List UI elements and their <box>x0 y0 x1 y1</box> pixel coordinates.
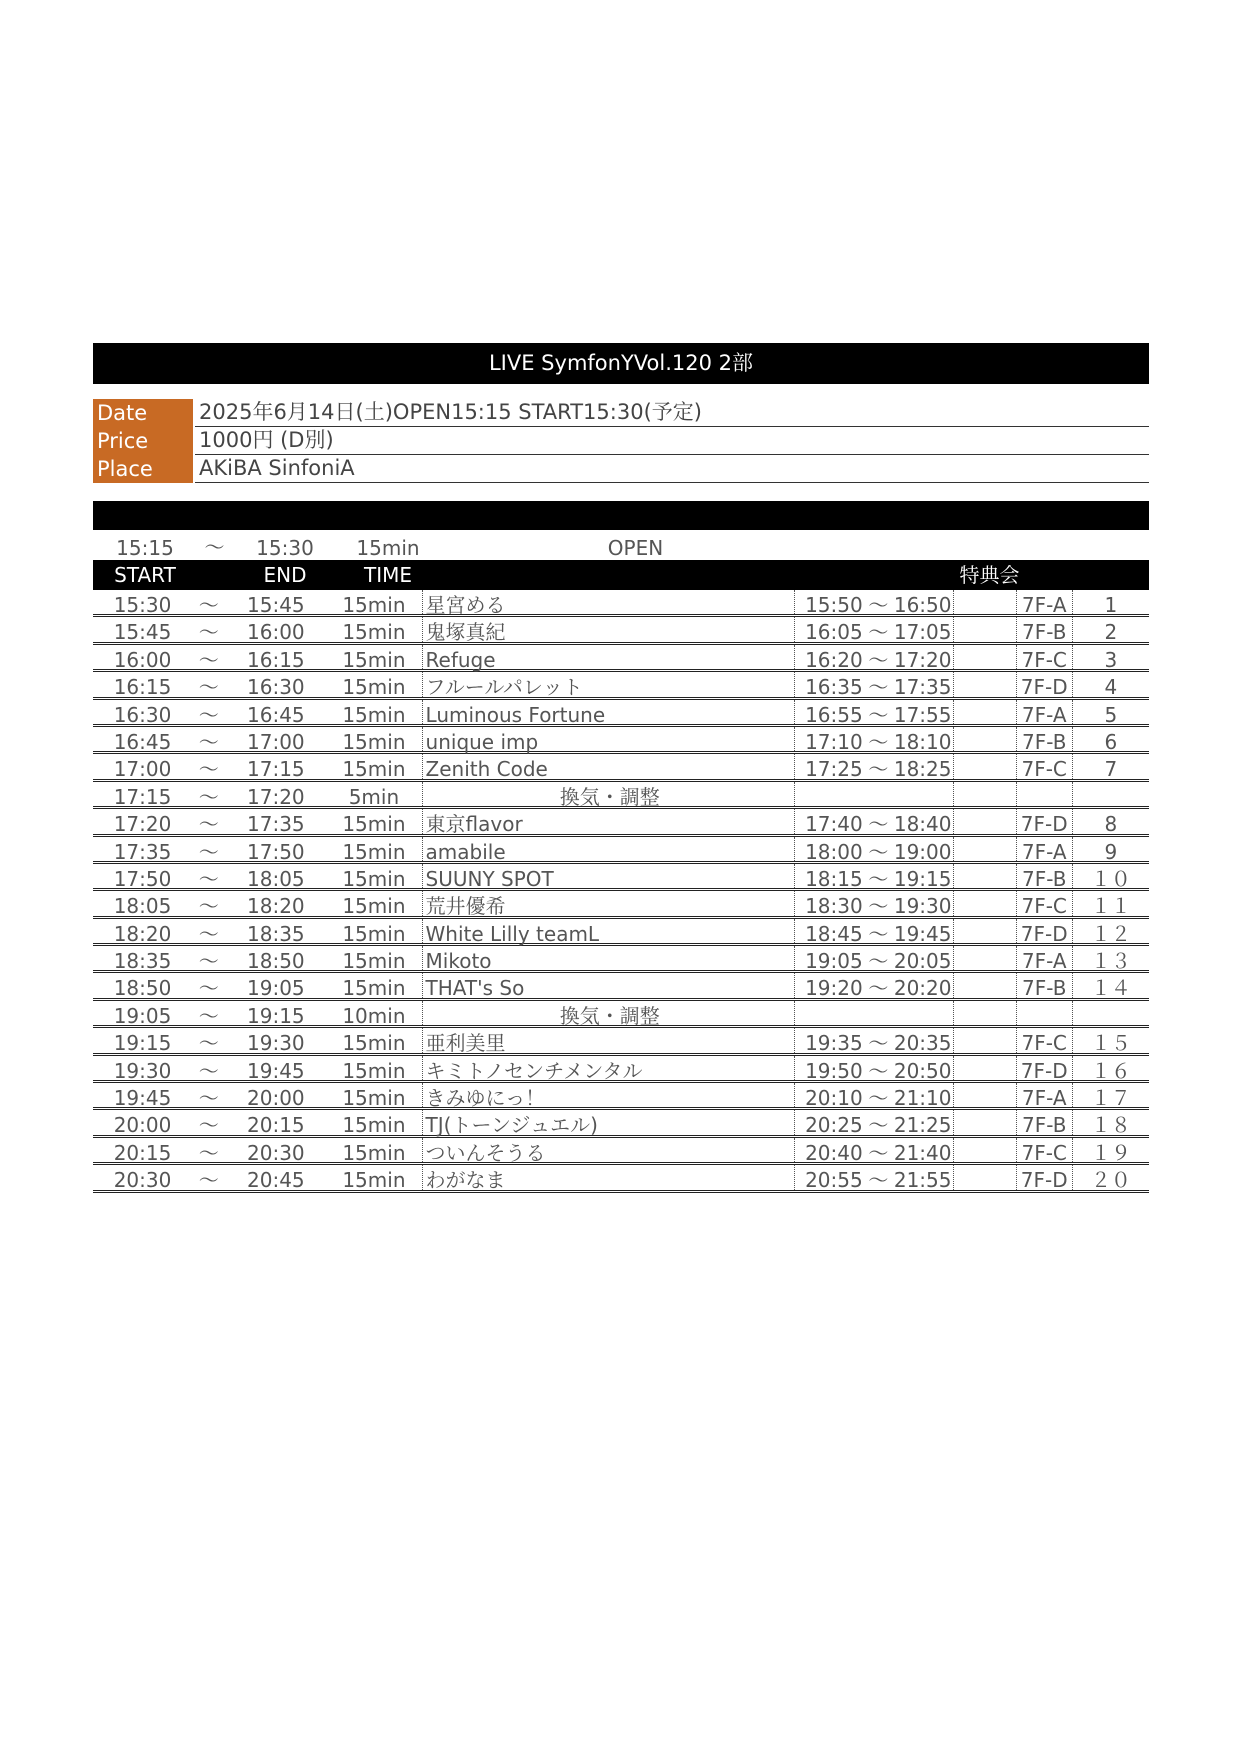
bonus-booth: 7F-C <box>1017 754 1073 778</box>
row-time: 15min <box>342 976 406 1001</box>
bonus-spacer <box>954 617 1017 641</box>
row-performer: 換気・調整 <box>422 782 796 806</box>
row-tilde: 〜 <box>198 921 219 946</box>
row-performer: きみゆにっ！ <box>422 1083 796 1107</box>
bonus-start: 20:25 <box>805 1113 863 1138</box>
bonus-start: 18:30 <box>805 894 863 919</box>
bonus-tilde: 〜 <box>868 647 889 672</box>
row-time: 15min <box>342 1031 406 1056</box>
bonus-tilde: 〜 <box>868 976 889 1001</box>
bonus-end: 21:25 <box>893 1110 954 1134</box>
row-end: 16:45 <box>247 702 305 727</box>
row-performer: Luminous Fortune <box>422 700 796 724</box>
row-end: 20:00 <box>247 1086 305 1111</box>
table-row <box>93 1110 1149 1137</box>
row-time: 15min <box>342 921 406 946</box>
row-number: 5 <box>1104 702 1118 727</box>
bonus-end: 19:15 <box>893 864 954 888</box>
table-row <box>93 809 1149 836</box>
bonus-booth: 7F-B <box>1017 727 1073 751</box>
header-bonus: 特典会 <box>959 563 1020 587</box>
row-tilde: 〜 <box>198 1003 219 1028</box>
info-value: AKiBA SinfoniA <box>195 455 1149 483</box>
bonus-booth: 7F-C <box>1017 1028 1073 1052</box>
bonus-tilde: 〜 <box>868 921 889 946</box>
bonus-spacer <box>954 700 1017 724</box>
row-tilde: 〜 <box>198 675 219 700</box>
row-end: 18:05 <box>247 866 305 891</box>
row-start: 15:30 <box>113 593 172 617</box>
bonus-end: 20:35 <box>893 1028 954 1052</box>
bonus-booth: 7F-B <box>1017 1110 1073 1134</box>
row-start: 18:50 <box>113 976 172 1001</box>
info-label: Place <box>93 455 193 483</box>
row-time: 15min <box>342 620 406 645</box>
row-number: 6 <box>1104 729 1118 754</box>
row-tilde: 〜 <box>198 1031 219 1056</box>
open-start: 15:15 <box>116 536 174 560</box>
row-tilde: 〜 <box>198 1058 219 1083</box>
bonus-booth: 7F-A <box>1017 700 1073 724</box>
table-row <box>93 1028 1149 1055</box>
row-end: 17:50 <box>247 839 305 864</box>
bonus-booth: 7F-A <box>1017 590 1073 614</box>
event-title: LIVE SymfonYVol.120 2部 <box>93 343 1149 384</box>
row-time: 15min <box>342 894 406 919</box>
row-performer: amabile <box>422 837 796 861</box>
bonus-start: 16:35 <box>805 675 863 700</box>
bonus-start: 16:20 <box>805 647 863 672</box>
row-number: １６ <box>1090 1058 1131 1083</box>
row-end: 17:00 <box>247 729 305 754</box>
bonus-tilde: 〜 <box>868 1113 889 1138</box>
bonus-tilde: 〜 <box>868 812 889 837</box>
row-end: 20:30 <box>247 1140 305 1165</box>
row-time: 15min <box>342 1058 406 1083</box>
bonus-spacer <box>954 891 1017 915</box>
row-performer: unique imp <box>422 727 796 751</box>
info-row-place <box>93 455 1149 483</box>
bonus-start: 20:10 <box>805 1086 863 1111</box>
bonus-end <box>893 1001 954 1025</box>
header-start: START <box>114 563 176 587</box>
table-row <box>93 672 1149 699</box>
row-time: 15min <box>342 702 406 727</box>
row-end: 19:05 <box>247 976 305 1001</box>
bonus-spacer <box>954 1165 1017 1189</box>
table-row <box>93 700 1149 727</box>
bonus-tilde: 〜 <box>868 1168 889 1193</box>
bonus-end: 17:55 <box>893 700 954 724</box>
row-end: 16:15 <box>247 647 305 672</box>
row-end: 15:45 <box>247 593 305 617</box>
row-number: １１ <box>1090 894 1131 919</box>
bonus-tilde: 〜 <box>868 593 889 617</box>
bonus-end: 20:20 <box>893 973 954 997</box>
bonus-end: 19:00 <box>893 837 954 861</box>
row-start: 17:00 <box>113 757 172 782</box>
row-number: １２ <box>1090 921 1131 946</box>
row-number: 3 <box>1104 647 1118 672</box>
row-end: 17:20 <box>247 784 305 809</box>
row-time: 15min <box>342 729 406 754</box>
row-time: 15min <box>342 866 406 891</box>
bonus-tilde <box>864 782 893 806</box>
bonus-booth: 7F-B <box>1017 864 1073 888</box>
row-number: 4 <box>1104 675 1118 700</box>
table-row <box>93 1138 1149 1165</box>
row-number: ２０ <box>1090 1168 1131 1193</box>
bonus-spacer <box>954 1138 1017 1162</box>
bonus-start: 19:35 <box>805 1031 863 1056</box>
row-number: １７ <box>1090 1086 1131 1111</box>
row-end: 20:45 <box>247 1168 305 1193</box>
bonus-spacer <box>954 672 1017 696</box>
bonus-end <box>893 782 954 806</box>
bonus-booth: 7F-D <box>1017 672 1073 696</box>
bonus-tilde: 〜 <box>868 757 889 782</box>
row-end: 20:15 <box>247 1113 305 1138</box>
row-tilde: 〜 <box>198 894 219 919</box>
bonus-booth: 7F-C <box>1017 645 1073 669</box>
bonus-spacer <box>954 1110 1017 1134</box>
bonus-end: 16:50 <box>893 590 954 614</box>
row-start: 17:20 <box>113 812 172 837</box>
row-time: 15min <box>342 675 406 700</box>
bonus-spacer <box>954 754 1017 778</box>
event-info <box>93 399 1149 483</box>
bonus-end: 19:30 <box>893 891 954 915</box>
bonus-start: 17:10 <box>805 729 863 754</box>
bonus-booth: 7F-D <box>1017 1056 1073 1080</box>
row-time: 5min <box>348 784 400 809</box>
bonus-spacer <box>954 590 1017 614</box>
open-time: 15min <box>356 536 420 560</box>
open-row <box>93 530 1149 560</box>
row-end: 18:20 <box>247 894 305 919</box>
row-start: 19:30 <box>113 1058 172 1083</box>
bonus-end: 18:10 <box>893 727 954 751</box>
row-tilde: 〜 <box>198 949 219 974</box>
row-performer: White Lilly teamL <box>422 919 796 943</box>
row-number: １０ <box>1090 866 1131 891</box>
row-performer: THAT's So <box>422 973 796 997</box>
row-tilde: 〜 <box>198 729 219 754</box>
row-performer: SUUNY SPOT <box>422 864 796 888</box>
row-end: 17:15 <box>247 757 305 782</box>
bonus-booth: 7F-A <box>1017 946 1073 970</box>
bonus-tilde: 〜 <box>868 675 889 700</box>
bonus-spacer <box>954 1028 1017 1052</box>
row-number: 9 <box>1104 839 1118 864</box>
bonus-tilde: 〜 <box>868 839 889 864</box>
row-number: 2 <box>1104 620 1118 645</box>
row-start: 19:05 <box>113 1003 172 1028</box>
bonus-tilde: 〜 <box>868 894 889 919</box>
row-tilde: 〜 <box>198 620 219 645</box>
bonus-tilde: 〜 <box>868 1031 889 1056</box>
row-tilde: 〜 <box>198 1113 219 1138</box>
table-row <box>93 754 1149 781</box>
bonus-booth: 7F-D <box>1017 1165 1073 1189</box>
row-start: 20:30 <box>113 1168 172 1193</box>
row-number <box>1073 1001 1149 1025</box>
row-tilde: 〜 <box>198 1168 219 1193</box>
row-number: １５ <box>1090 1031 1131 1056</box>
info-label: Date <box>93 399 193 427</box>
bonus-tilde: 〜 <box>868 620 889 645</box>
table-row <box>93 645 1149 672</box>
row-end: 16:00 <box>247 620 305 645</box>
row-end: 19:15 <box>247 1003 305 1028</box>
bonus-start: 19:05 <box>805 949 863 974</box>
bonus-tilde: 〜 <box>868 729 889 754</box>
row-performer: 鬼塚真紀 <box>422 617 796 641</box>
row-time: 15min <box>342 1113 406 1138</box>
open-tilde: 〜 <box>204 535 225 559</box>
row-time: 15min <box>342 839 406 864</box>
bonus-spacer <box>954 1083 1017 1107</box>
table-row <box>93 590 1149 617</box>
bonus-start: 16:05 <box>805 620 863 645</box>
row-start: 16:45 <box>113 729 172 754</box>
bonus-tilde <box>864 1001 893 1025</box>
row-performer: 亜利美里 <box>422 1028 796 1052</box>
bonus-spacer <box>954 809 1017 833</box>
row-tilde: 〜 <box>198 976 219 1001</box>
bonus-start: 16:55 <box>805 702 863 727</box>
info-row-date <box>93 399 1149 427</box>
row-start: 20:15 <box>113 1140 172 1165</box>
bonus-start <box>795 1001 864 1025</box>
table-row <box>93 973 1149 1000</box>
row-performer: フルールパレット <box>422 672 796 696</box>
bonus-start: 15:50 <box>805 593 863 617</box>
table-row <box>93 782 1149 809</box>
divider-bar <box>93 501 1149 530</box>
row-tilde: 〜 <box>198 812 219 837</box>
row-start: 18:20 <box>113 921 172 946</box>
bonus-start: 18:00 <box>805 839 863 864</box>
table-row <box>93 919 1149 946</box>
bonus-booth <box>1017 1001 1073 1025</box>
bonus-spacer <box>954 1001 1017 1025</box>
row-time: 15min <box>342 593 406 617</box>
table-row <box>93 1165 1149 1192</box>
table-row <box>93 1056 1149 1083</box>
bonus-end: 17:05 <box>893 617 954 641</box>
row-number: １８ <box>1090 1113 1131 1138</box>
row-end: 16:30 <box>247 675 305 700</box>
row-tilde: 〜 <box>198 1086 219 1111</box>
row-time: 15min <box>342 757 406 782</box>
row-tilde: 〜 <box>198 784 219 809</box>
open-end: 15:30 <box>256 536 314 560</box>
table-row <box>93 946 1149 973</box>
row-start: 17:15 <box>113 784 172 809</box>
row-end: 19:45 <box>247 1058 305 1083</box>
row-start: 17:35 <box>113 839 172 864</box>
bonus-booth: 7F-A <box>1017 1083 1073 1107</box>
row-end: 19:30 <box>247 1031 305 1056</box>
bonus-end: 21:55 <box>893 1165 954 1189</box>
row-tilde: 〜 <box>198 702 219 727</box>
row-number: 1 <box>1104 593 1118 617</box>
bonus-spacer <box>954 946 1017 970</box>
info-row-price <box>93 427 1149 455</box>
row-number: １３ <box>1090 949 1131 974</box>
row-tilde: 〜 <box>198 839 219 864</box>
row-tilde: 〜 <box>198 647 219 672</box>
bonus-spacer <box>954 973 1017 997</box>
header-time: TIME <box>363 563 412 587</box>
table-row <box>93 1001 1149 1028</box>
row-time: 15min <box>342 949 406 974</box>
bonus-booth: 7F-D <box>1017 809 1073 833</box>
bonus-end: 18:40 <box>893 809 954 833</box>
row-start: 18:05 <box>113 894 172 919</box>
bonus-booth: 7F-B <box>1017 973 1073 997</box>
bonus-start: 19:50 <box>805 1058 863 1083</box>
bonus-end: 17:35 <box>893 672 954 696</box>
bonus-end: 20:05 <box>893 946 954 970</box>
row-performer: 星宮める <box>422 590 796 614</box>
row-performer: Refuge <box>422 645 796 669</box>
row-performer: Mikoto <box>422 946 796 970</box>
row-time: 15min <box>342 647 406 672</box>
bonus-spacer <box>954 837 1017 861</box>
row-end: 17:35 <box>247 812 305 837</box>
table-header <box>93 560 1149 590</box>
table-row <box>93 864 1149 891</box>
row-start: 20:00 <box>113 1113 172 1138</box>
row-performer: キミトノセンチメンタル <box>422 1056 796 1080</box>
row-start: 19:45 <box>113 1086 172 1111</box>
bonus-start: 17:25 <box>805 757 863 782</box>
bonus-booth: 7F-B <box>1017 617 1073 641</box>
bonus-booth: 7F-C <box>1017 891 1073 915</box>
bonus-start: 19:20 <box>805 976 863 1001</box>
bonus-end: 21:10 <box>893 1083 954 1107</box>
row-number <box>1073 782 1149 806</box>
bonus-start: 20:40 <box>805 1140 863 1165</box>
bonus-tilde: 〜 <box>868 702 889 727</box>
bonus-booth <box>1017 782 1073 806</box>
table-row <box>93 837 1149 864</box>
row-performer: ついんそうる <box>422 1138 796 1162</box>
bonus-booth: 7F-C <box>1017 1138 1073 1162</box>
bonus-spacer <box>954 782 1017 806</box>
bonus-tilde: 〜 <box>868 1140 889 1165</box>
row-performer: 荒井優希 <box>422 891 796 915</box>
table-row <box>93 891 1149 918</box>
row-time: 15min <box>342 1168 406 1193</box>
row-start: 18:35 <box>113 949 172 974</box>
row-tilde: 〜 <box>198 866 219 891</box>
row-performer: TJ(トーンジュエル) <box>422 1110 796 1134</box>
bonus-booth: 7F-D <box>1017 919 1073 943</box>
info-label: Price <box>93 427 193 455</box>
row-time: 15min <box>342 1140 406 1165</box>
row-performer: わがなま <box>422 1165 796 1189</box>
bonus-spacer <box>954 864 1017 888</box>
open-label: OPEN <box>607 536 664 560</box>
row-time: 15min <box>342 1086 406 1111</box>
row-end: 18:35 <box>247 921 305 946</box>
row-time: 15min <box>342 812 406 837</box>
row-start: 16:30 <box>113 702 172 727</box>
row-number: 7 <box>1104 757 1118 782</box>
row-end: 18:50 <box>247 949 305 974</box>
bonus-start: 18:45 <box>805 921 863 946</box>
schedule-table <box>93 590 1149 1193</box>
bonus-tilde: 〜 <box>868 1086 889 1111</box>
bonus-tilde: 〜 <box>868 1058 889 1083</box>
row-start: 19:15 <box>113 1031 172 1056</box>
bonus-spacer <box>954 727 1017 751</box>
bonus-start <box>795 782 864 806</box>
row-performer: 東京flavor <box>422 809 796 833</box>
bonus-tilde: 〜 <box>868 866 889 891</box>
row-time: 10min <box>342 1003 406 1028</box>
header-end: END <box>263 563 307 587</box>
bonus-spacer <box>954 645 1017 669</box>
row-start: 15:45 <box>113 620 172 645</box>
info-value: 1000円 (D別) <box>195 427 1149 455</box>
table-row <box>93 727 1149 754</box>
bonus-spacer <box>954 1056 1017 1080</box>
table-row <box>93 1083 1149 1110</box>
table-row <box>93 617 1149 644</box>
bonus-end: 21:40 <box>893 1138 954 1162</box>
bonus-end: 17:20 <box>893 645 954 669</box>
row-number: １９ <box>1090 1140 1131 1165</box>
row-start: 16:15 <box>113 675 172 700</box>
row-performer: Zenith Code <box>422 754 796 778</box>
bonus-start: 17:40 <box>805 812 863 837</box>
bonus-tilde: 〜 <box>868 949 889 974</box>
row-number: １４ <box>1090 976 1131 1001</box>
row-tilde: 〜 <box>198 1140 219 1165</box>
bonus-start: 20:55 <box>805 1168 863 1193</box>
row-tilde: 〜 <box>198 593 219 617</box>
row-start: 16:00 <box>113 647 172 672</box>
bonus-start: 18:15 <box>805 866 863 891</box>
info-value: 2025年6月14日(土)OPEN15:15 START15:30(予定) <box>195 399 1149 427</box>
row-number: 8 <box>1104 812 1118 837</box>
row-start: 17:50 <box>113 866 172 891</box>
row-performer: 換気・調整 <box>422 1001 796 1025</box>
bonus-spacer <box>954 919 1017 943</box>
bonus-booth: 7F-A <box>1017 837 1073 861</box>
bonus-end: 18:25 <box>893 754 954 778</box>
bonus-end: 20:50 <box>893 1056 954 1080</box>
timetable-sheet <box>93 343 1149 1193</box>
row-tilde: 〜 <box>198 757 219 782</box>
bonus-end: 19:45 <box>893 919 954 943</box>
